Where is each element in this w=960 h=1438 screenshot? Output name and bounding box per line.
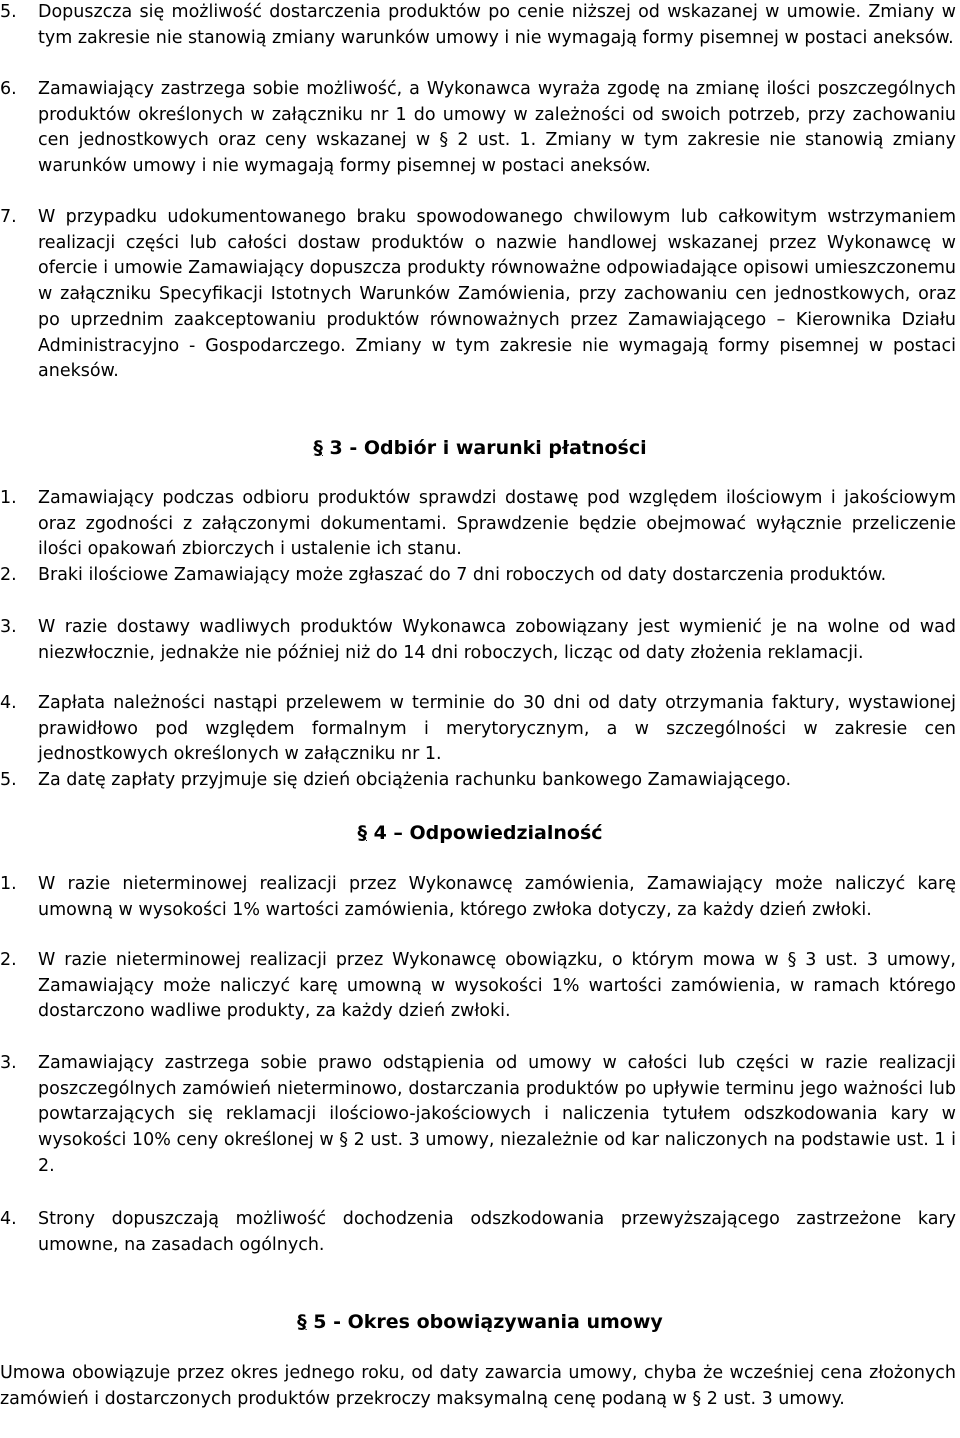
clause-item [0,872,956,923]
clause-item [0,0,956,51]
clause-text: W razie nieterminowej realizacji przez Wykonawcę zamówienia, Zamawiający może naliczyć karę umowną w wysokości 1% wartości zamówienia, którego zwłoka dotyczy, za każdy dzień zwłoki. [38,874,956,920]
clause-number: 5. [0,2,17,22]
section-5-paragraph: Umowa obowiązuje przez okres jednego roku, od daty zawarcia umowy, chyba że wcześniej cena złożonych zamówień i dostarczonych produktów przekroczy maksymalną cenę podaną w § 2 ust. 3 umowy. [0,1363,956,1409]
section-symbol: § [297,1311,307,1333]
clause-number: 7. [0,207,17,227]
section-symbol: § [357,822,367,844]
clause-text: Zamawiający podczas odbioru produktów sprawdzi dostawę pod względem ilościowym i jakościowym oraz zgodności z załączonymi dokumentami. Sprawdzenie będzie obejmować wyłącznie przeliczenie ilości opakowań zbiorczych i ustalenie ich stanu. [38,488,956,560]
section-3-heading [0,435,960,461]
clause-item [0,1051,956,1180]
clause-item [0,77,956,180]
clause-item [0,768,956,794]
clause-number: 2. [0,950,17,970]
clause-item [0,563,956,589]
clause-item [0,948,956,1025]
section-title: 3 - Odbiór i warunki płatności [329,437,647,459]
clause-text: W przypadku udokumentowanego braku spowodowanego chwilowym lub całkowitym wstrzymaniem realizacji części lub całości dostaw produktów o nazwie handlowej wskazanej przez Wykonawcę w ofercie i umowie Zamawiający dopuszcza produkty równoważne odpowiadające opisowi umieszczonemu w załączniku Specyfikacji Istotnych Warunków Zamówienia, przy zachowaniu cen jednostkowych, oraz po uprzednim zaakceptowaniu produktów równoważnych przez Zamawiającego – Kierownika Działu Administracyjno - Gospodarczego. Zmiany w tym zakresie nie wymagają formy pisemnej w postaci aneksów. [38,207,956,382]
clause-number: 1. [0,488,17,508]
clause-number: 4. [0,693,17,713]
clause-number: 4. [0,1209,17,1229]
clause-text: Dopuszcza się możliwość dostarczenia produktów po cenie niższej od wskazanej w umowie. Zmiany w tym zakresie nie stanowią zmiany warunków umowy i nie wymagają formy pisemnej w postaci aneksów. [38,2,956,48]
section-symbol: § [313,437,323,459]
clause-text: Za datę zapłaty przyjmuje się dzień obciążenia rachunku bankowego Zamawiającego. [38,770,792,790]
clause-item [0,615,956,666]
clause-text: W razie nieterminowej realizacji przez Wykonawcę obowiązku, o którym mowa w § 3 ust. 3 umowy, Zamawiający może naliczyć karę umowną w wysokości 1% wartości zamówienia, w ramach którego dostarczono wadliwe produkty, za każdy dzień zwłoki. [38,950,956,1022]
clause-text: Braki ilościowe Zamawiający może zgłaszać do 7 dni roboczych od daty dostarczenia produktów. [38,565,887,585]
clause-text: Zamawiający zastrzega sobie prawo odstąpienia od umowy w całości lub części w razie realizacji poszczególnych zamówień nieterminowo, dostarczania produktów po upływie terminu jego ważności lub powtarzających się reklamacji ilościowo-jakościowych i naliczenia tytułem odszkodowania kary w wysokości 10% ceny określonej w § 2 ust. 3 umowy, niezależnie od kar naliczonych na podstawie ust. 1 i 2. [38,1053,956,1176]
clause-number: 2. [0,565,17,585]
section-title: 4 – Odpowiedzialność [373,822,603,844]
clause-number: 6. [0,79,17,99]
clause-item [0,691,956,768]
clause-number: 5. [0,770,17,790]
section-title: 5 - Okres obowiązywania umowy [313,1311,663,1333]
section-5-heading [0,1309,960,1335]
clause-item [0,1207,956,1258]
clause-text: Zamawiający zastrzega sobie możliwość, a Wykonawca wyraża zgodę na zmianę ilości poszczególnych produktów określonych w załączniku nr 1 do umowy w zależności od swoich potrzeb, przy zachowaniu cen jednostkowych oraz ceny wskazanej w § 2 ust. 1. Zmiany w tym zakresie nie stanowią zmiany warunków umowy i nie wymagają formy pisemnej w postaci aneksów. [38,79,956,177]
clause-number: 3. [0,617,17,637]
clause-number: 1. [0,874,17,894]
clause-item [0,486,956,563]
section-4-heading [0,820,960,846]
clause-number: 3. [0,1053,17,1073]
clause-text: Strony dopuszczają możliwość dochodzenia odszkodowania przewyższającego zastrzeżone kary umowne, na zasadach ogólnych. [38,1209,956,1255]
clause-item [0,205,956,385]
clause-text: W razie dostawy wadliwych produktów Wykonawca zobowiązany jest wymienić je na wolne od wad niezwłocznie, jednakże nie później niż do 14 dni roboczych, licząc od daty złożenia reklamacji. [38,617,956,663]
clause-text: Zapłata należności nastąpi przelewem w terminie do 30 dni od daty otrzymania faktury, wystawionej prawidłowo pod względem formalnym i merytorycznym, a w szczególności w zakresie cen jednostkowych określonych w załączniku nr 1. [38,693,956,765]
